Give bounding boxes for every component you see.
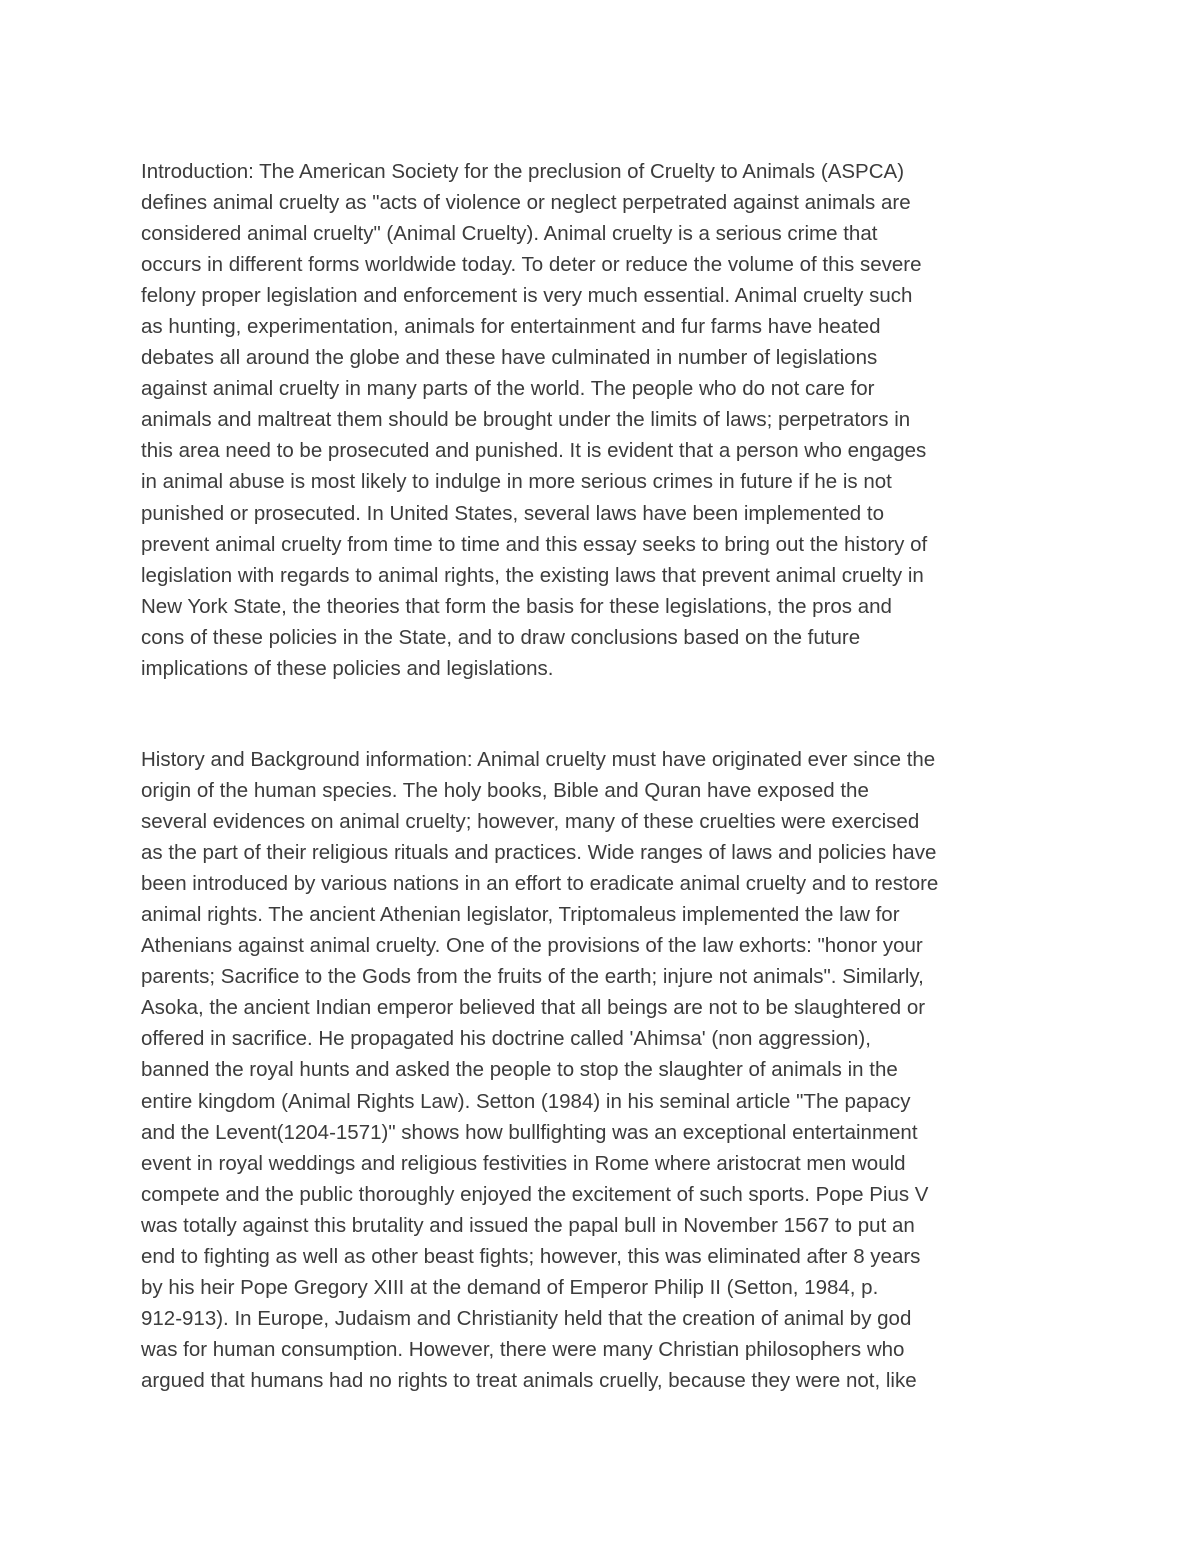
text-line: defines animal cruelty as "acts of violence or neglect perpetrated against animals are [141,191,911,215]
text-line: Introduction: The American Society for the preclusion of Cruelty to Animals (ASPCA) [141,160,905,183]
text-line: implications of these policies and legislations. [141,656,554,680]
text-line: prevent animal cruelty from time to time and this essay seeks to bring out the history of [141,532,928,556]
text-line: considered animal cruelty" (Animal Cruelty). Animal cruelty is a serious crime that [141,222,878,246]
text-line: end to fighting as well as other beast fights; however, this was eliminated after 8 years [141,1244,921,1268]
text-line: by his heir Pope Gregory XIII at the demand of Emperor Philip II (Setton, 1984, p. [141,1275,879,1299]
paragraph-history [141,744,1081,1396]
text-line: cons of these policies in the State, and to draw conclusions based on the future [141,625,861,649]
text-line: 912-913). In Europe, Judaism and Christianity held that the creation of animal by god [141,1306,912,1330]
text-line: New York State, the theories that form the basis for these legislations, the pros and [141,594,892,618]
text-line: as hunting, experimentation, animals for entertainment and fur farms have heated [141,315,881,339]
text-line: punished or prosecuted. In United States, several laws have been implemented to [141,501,884,525]
text-line: was totally against this brutality and issued the papal bull in November 1567 to put an [141,1213,915,1237]
text-line: entire kingdom (Animal Rights Law). Setton (1984) in his seminal article "The papacy [141,1089,911,1113]
text-line: offered in sacrifice. He propagated his doctrine called 'Ahimsa' (non aggression), [141,1027,871,1051]
text-line: was for human consumption. However, there were many Christian philosophers who [141,1337,905,1361]
text-line: this area need to be prosecuted and punished. It is evident that a person who engages [141,439,927,463]
paragraph-introduction [141,156,1081,684]
text-line: origin of the human species. The holy books, Bible and Quran have exposed the [141,779,869,803]
text-line: several evidences on animal cruelty; however, many of these cruelties were exercised [141,810,920,834]
text-line: parents; Sacrifice to the Gods from the fruits of the earth; injure not animals". Similarly, [141,965,924,989]
text-line: animals and maltreat them should be brought under the limits of laws; perpetrators in [141,408,911,432]
text-line: History and Background information: Animal cruelty must have originated ever since the [141,748,936,771]
text-line: legislation with regards to animal rights, the existing laws that prevent animal cruelty in [141,563,924,587]
text-line: Athenians against animal cruelty. One of the provisions of the law exhorts: "honor your [141,934,923,958]
text-line: animal rights. The ancient Athenian legislator, Triptomaleus implemented the law for [141,903,900,927]
text-line: debates all around the globe and these have culminated in number of legislations [141,346,878,370]
text-line: argued that humans had no rights to treat animals cruelly, because they were not, like [141,1368,917,1392]
text-line: compete and the public thoroughly enjoyed the excitement of such sports. Pope Pius V [141,1182,929,1206]
text-line: and the Levent(1204-1571)" shows how bullfighting was an exceptional entertainment [141,1120,918,1144]
text-line: against animal cruelty in many parts of the world. The people who do not care for [141,377,875,401]
text-line: Asoka, the ancient Indian emperor believed that all beings are not to be slaughtered or [141,996,926,1020]
text-line: event in royal weddings and religious festivities in Rome where aristocrat men would [141,1151,906,1175]
text-line: occurs in different forms worldwide today. To deter or reduce the volume of this severe [141,253,922,277]
text-line: in animal abuse is most likely to indulge in more serious crimes in future if he is not [141,470,892,494]
text-line: banned the royal hunts and asked the people to stop the slaughter of animals in the [141,1058,898,1082]
text-line: been introduced by various nations in an effort to eradicate animal cruelty and to restore [141,872,939,896]
text-line: felony proper legislation and enforcement is very much essential. Animal cruelty such [141,284,913,308]
text-line: as the part of their religious rituals and practices. Wide ranges of laws and policies have [141,841,937,865]
